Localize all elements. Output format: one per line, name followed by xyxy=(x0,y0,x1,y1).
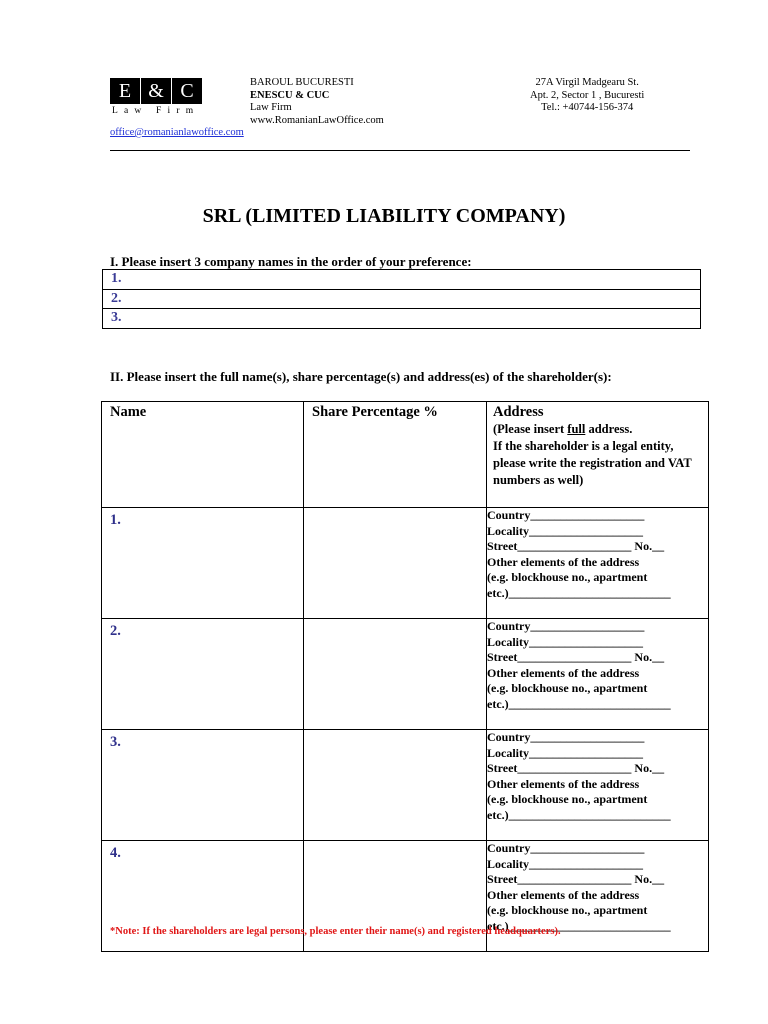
letterhead-address xyxy=(530,77,644,115)
section-1-label: I. Please insert 3 company names in the order of your preference: xyxy=(110,254,472,269)
firm-website[interactable]: www.RomanianLawOffice.com xyxy=(250,114,384,126)
address-other: Other elements of the address xyxy=(487,887,640,902)
logo-letter-e: E xyxy=(110,78,140,104)
address-country: Country___________________ xyxy=(487,508,645,522)
section-2-label: II. Please insert the full name(s), share percentage(s) and address(es) of the shareholder(s): xyxy=(110,369,612,384)
header-divider xyxy=(110,150,690,151)
address-other: Other elements of the address xyxy=(487,665,640,680)
address-street: Street___________________ No.__ xyxy=(487,650,665,664)
shareholder-name-field-2[interactable]: 2. xyxy=(102,619,304,730)
share-percentage-field-3[interactable] xyxy=(304,730,487,841)
address-locality: Locality___________________ xyxy=(487,745,643,760)
phone-number: Tel.: +40744-156-374 xyxy=(541,102,634,113)
page-title: SRL (LIMITED LIABILITY COMPANY) xyxy=(202,205,566,227)
address-other: Other elements of the address xyxy=(487,776,640,791)
share-percentage-field-1[interactable] xyxy=(304,508,487,619)
logo-letter-c: C xyxy=(172,78,202,104)
company-name-field-3[interactable]: 3. xyxy=(103,309,701,329)
company-name-field-1[interactable]: 1. xyxy=(103,270,701,290)
address-header-label: Address xyxy=(493,404,544,420)
letterhead-firm-info xyxy=(250,77,384,127)
address-etc: etc.)___________________________ xyxy=(487,696,671,711)
firm-name: ENESCU & CUC xyxy=(250,89,330,101)
address-locality: Locality___________________ xyxy=(487,856,643,871)
email-link[interactable]: office@romanianlawoffice.com xyxy=(110,127,244,138)
bar-name: BAROUL BUCURESTI xyxy=(250,77,354,88)
apartment-address: Apt. 2, Sector 1 , Bucuresti xyxy=(530,89,645,101)
address-street: Street___________________ No.__ xyxy=(487,872,665,886)
address-field-2[interactable] xyxy=(487,619,709,730)
address-street: Street___________________ No.__ xyxy=(487,761,665,775)
address-example: (e.g. blockhouse no., apartment xyxy=(487,681,648,695)
column-header-address xyxy=(487,402,709,508)
address-etc: etc.)___________________________ xyxy=(487,585,671,600)
address-example: (e.g. blockhouse no., apartment xyxy=(487,903,648,917)
address-note-emphasis: full xyxy=(567,422,586,436)
column-header-share: Share Percentage % xyxy=(304,402,487,508)
address-example: (e.g. blockhouse no., apartment xyxy=(487,792,648,806)
firm-type: Law Firm xyxy=(250,102,292,113)
company-names-table xyxy=(102,269,701,329)
shareholder-name-field-4[interactable]: 4. xyxy=(102,841,304,952)
address-locality: Locality___________________ xyxy=(487,634,643,649)
address-example: (e.g. blockhouse no., apartment xyxy=(487,570,648,584)
address-street: Street___________________ No.__ xyxy=(487,539,665,553)
address-country: Country___________________ xyxy=(487,841,645,855)
company-name-field-2[interactable]: 2. xyxy=(103,289,701,309)
street-address: 27A Virgil Madgearu St. xyxy=(535,77,639,88)
address-locality: Locality___________________ xyxy=(487,523,643,538)
table-row xyxy=(102,730,709,841)
table-row xyxy=(102,619,709,730)
address-field-1[interactable] xyxy=(487,508,709,619)
address-note-pre: (Please insert xyxy=(493,422,568,436)
footnote: *Note: If the shareholders are legal persons, please enter their name(s) and registered headquarters). xyxy=(110,926,561,937)
firm-logo xyxy=(110,78,200,118)
shareholders-table xyxy=(101,401,709,952)
address-header-note-2: If the shareholder is a legal entity, please write the registration and VAT numbers as well) xyxy=(493,439,692,487)
share-percentage-field-2[interactable] xyxy=(304,619,487,730)
address-country: Country___________________ xyxy=(487,619,645,633)
logo-tagline: Law Firm xyxy=(112,106,200,116)
column-header-name: Name xyxy=(102,402,304,508)
address-etc: etc.)___________________________ xyxy=(487,807,671,822)
address-other: Other elements of the address xyxy=(487,554,640,569)
address-note-post: address. xyxy=(585,422,633,436)
address-etc: etc.)___________________________ xyxy=(487,918,671,933)
shareholder-name-field-1[interactable]: 1. xyxy=(102,508,304,619)
table-row xyxy=(102,508,709,619)
address-country: Country___________________ xyxy=(487,730,645,744)
logo-ampersand: & xyxy=(141,78,171,104)
address-field-3[interactable] xyxy=(487,730,709,841)
address-header-note xyxy=(493,421,708,438)
shareholder-name-field-3[interactable]: 3. xyxy=(102,730,304,841)
